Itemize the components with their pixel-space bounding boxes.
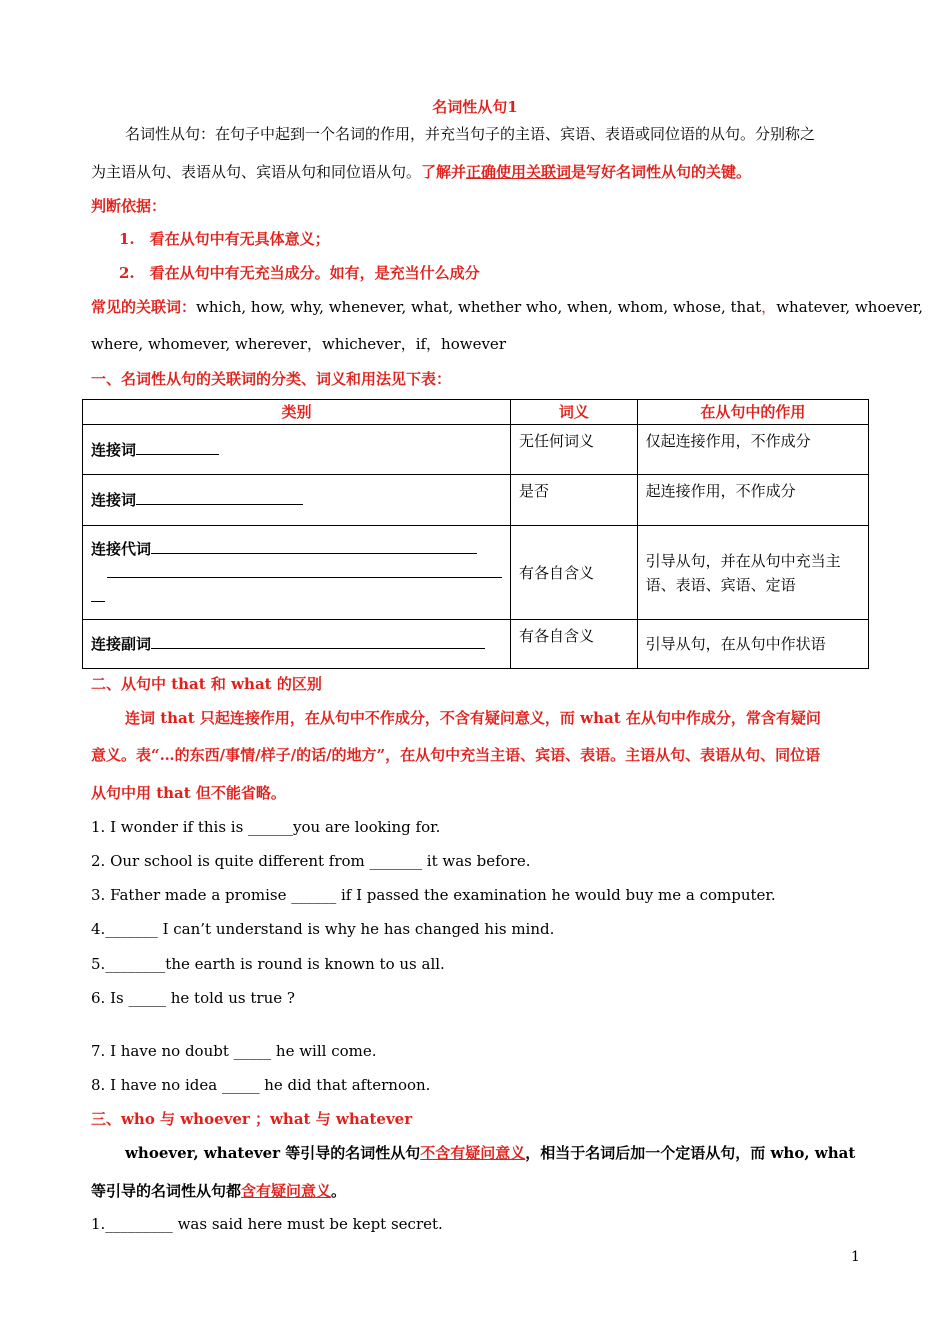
header-category: 类别 <box>83 400 511 425</box>
fill-blank <box>136 488 303 505</box>
table-row <box>83 425 869 475</box>
page-number: 1 <box>851 1249 860 1265</box>
connectives-line-2: where, whomever, wherever，whichever，if，however <box>91 335 506 353</box>
table-row <box>83 475 869 526</box>
table-row <box>83 526 869 620</box>
row-category: 连接代词 <box>91 539 152 558</box>
section2-heading: 二、从句中 that 和 what 的区别 <box>91 675 322 693</box>
exercise-3: 3. Father made a promise ______ if I passed the examination he would buy me a computer. <box>91 886 776 904</box>
exercise-6: 6. Is _____ he told us true ? <box>91 989 295 1007</box>
intro-key-a: 了解并 <box>421 163 467 181</box>
row-role: 仅起连接作用，不作成分 <box>637 425 868 475</box>
exercise-5: 5.________the earth is round is known to us all. <box>91 955 445 973</box>
exercise-8: 8. I have no idea _____ he did that afternoon. <box>91 1076 431 1094</box>
section3-note-a: whoever, whatever 等引导的名词性从句 <box>125 1144 421 1162</box>
row-category: 连接词 <box>91 491 137 509</box>
header-role: 在从句中的作用 <box>637 400 868 425</box>
connectives-comma: ， <box>761 298 777 316</box>
section3-note-2 <box>91 1181 346 1201</box>
fill-blank <box>107 561 502 578</box>
row-meaning: 无任何词义 <box>511 425 638 475</box>
intro-line-2 <box>91 162 751 182</box>
section3-note-d: 。 <box>331 1182 347 1200</box>
row-role: 起连接作用，不作成分 <box>637 475 868 526</box>
section3-heading: 三、who 与 whoever ；what 与 whatever <box>91 1110 413 1128</box>
header-meaning: 词义 <box>511 400 638 425</box>
intro-plain: 为主语从句、表语从句、宾语从句和同位语从句。 <box>91 163 422 181</box>
section2-note-3: 从句中用 that 但不能省略。 <box>91 784 286 802</box>
exercise-7: 7. I have no doubt _____ he will come. <box>91 1042 377 1060</box>
table-header-row <box>83 400 869 425</box>
row-role: 引导从句，在从句中作状语 <box>637 620 868 669</box>
intro-line-1: 名词性从句：在句子中起到一个名词的作用，并充当句子的主语、宾语、表语或同位语的从句。分别称之 <box>125 125 816 143</box>
criteria-heading: 判断依据： <box>91 197 167 215</box>
connectives-table <box>82 399 869 669</box>
fill-blank <box>151 537 477 554</box>
connectives-label: 常见的关联词： <box>91 298 197 316</box>
section3-note-b: ，相当于名词后加一个定语从句，而 who, what <box>525 1144 856 1162</box>
section3-exercise-1: 1._________ was said here must be kept secret. <box>91 1215 443 1233</box>
criteria-item-2: 2. 看在从句中有无充当成分。如有，是充当什么成分 <box>119 264 480 282</box>
section3-note-underlined-2: 含有疑问意义 <box>241 1182 332 1200</box>
section2-note-1: 连词 that 只起连接作用，在从句中不作成分，不含有疑问意义，而 what 在从句中作成分，常含有疑问 <box>125 709 821 727</box>
row-meaning: 有各自含义 <box>511 526 638 620</box>
criteria-item-1: 1. 看在从句中有无具体意义； <box>119 230 330 248</box>
section3-note-underlined-1: 不含有疑问意义 <box>420 1144 526 1162</box>
connectives-list-tail: whatever, whoever, <box>776 298 923 316</box>
exercise-2: 2. Our school is quite different from _______ it was before. <box>91 852 531 870</box>
exercise-4: 4._______ I can’t understand is why he has changed his mind. <box>91 920 555 938</box>
section3-note-c: 等引导的名词性从句都 <box>91 1182 242 1200</box>
intro-key-b: 是写好名词性从句的关键。 <box>571 163 752 181</box>
row-meaning: 是否 <box>511 475 638 526</box>
intro-key-underlined: 正确使用关联词 <box>466 163 572 181</box>
section3-note-1 <box>125 1143 855 1163</box>
section2-note-2: 意义。表“…的东西/事情/样子/的话/的地方”，在从句中充当主语、宾语、表语。主语从句、表语从句、同位语 <box>91 746 821 764</box>
section1-heading: 一、名词性从句的关联词的分类、词义和用法见下表： <box>91 370 452 388</box>
connectives-line-1 <box>91 297 923 317</box>
fill-blank <box>91 585 105 602</box>
fill-blank <box>136 438 219 455</box>
page-title: 名词性从句1 <box>432 98 518 116</box>
row-meaning: 有各自含义 <box>511 620 638 669</box>
exercise-1: 1. I wonder if this is ______you are looking for. <box>91 818 441 836</box>
row-category: 连接词 <box>91 440 137 459</box>
row-role: 引导从句，并在从句中充当主语、表语、宾语、定语 <box>637 526 868 620</box>
row-category: 连接副词 <box>91 635 152 653</box>
table-row <box>83 620 869 669</box>
connectives-list-1: which, how, why, whenever, what, whether who, when, whom, whose, that <box>196 298 762 316</box>
fill-blank <box>151 632 485 649</box>
